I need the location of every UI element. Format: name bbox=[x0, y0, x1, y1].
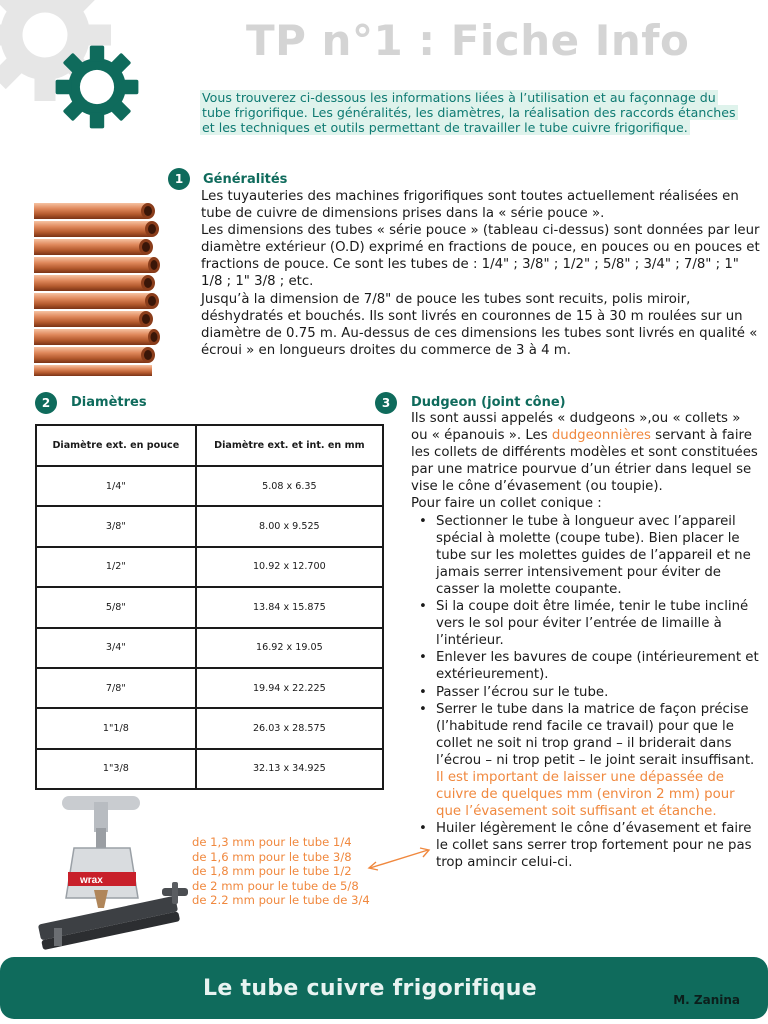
flare-size-item: de 2.2 mm pour le tube de 3/4 bbox=[192, 893, 370, 907]
double-arrow-icon bbox=[366, 845, 432, 873]
section-3-badge: 3 bbox=[375, 392, 397, 414]
table-cell: 1"1/8 bbox=[36, 708, 196, 748]
footer-banner bbox=[0, 957, 768, 1019]
table-row bbox=[36, 749, 383, 789]
table-cell: 16.92 x 19.05 bbox=[196, 628, 383, 668]
column-header: Diamètre ext. et int. en mm bbox=[196, 425, 383, 466]
table-cell: 1/4" bbox=[36, 466, 196, 506]
generalites-paragraph: Jusqu’à la dimension de 7/8" de pouce les tubes sont recuits, polis miroir, déshydratés et bouchés. Ils sont livrés en couronnes de 15 à 30 m roulées sur un diamètre de 0.75 m. Au-dessus de ces dimensions les tubes sont livrés en qualité « écroui » en longueurs droites du commerce de 3 à 4 m. bbox=[201, 291, 758, 358]
generalites-paragraph: Les dimensions des tubes « série pouce » (tableau ci-dessus) sont données par leur diamètre extérieur (O.D) exprimé en fractions de pouce, en pouces ou en pouces et fractions de pouce. Ce sont les tubes de : 1/4" ; 3/8" ; 1/2" ; 5/8" ; 3/4" ; 7/8" ; 1" 1/8 ; 1" 3/8 ; etc. bbox=[201, 223, 760, 290]
intro-text: Vous trouverez ci-dessous les informations liées à l’utilisation et au façonnage du tube frigorifique. Les généralités, les diamètres, la réalisation des raccords étanches et les techniques et outils permettant de travailler le tube cuivre frigorifique. bbox=[202, 90, 736, 136]
table-row bbox=[36, 466, 383, 506]
list-item: • Huiler légèrement le cône d’évasement et faire le collet sans serrer trop fortement pour ne pas trop amincir celui-ci. bbox=[411, 820, 761, 871]
table-header-row bbox=[36, 425, 383, 466]
flare-size-item: de 1,3 mm pour le tube 1/4 bbox=[192, 835, 352, 849]
table-cell: 3/8" bbox=[36, 506, 196, 546]
table-cell: 5/8" bbox=[36, 587, 196, 627]
table-cell: 32.13 x 34.925 bbox=[196, 749, 383, 789]
table-row bbox=[36, 547, 383, 587]
column-header: Diamètre ext. en pouce bbox=[36, 425, 196, 466]
flare-sizes-list bbox=[192, 835, 370, 908]
table-cell: 8.00 x 9.525 bbox=[196, 506, 383, 546]
section-dudgeon-title: Dudgeon (joint cône) bbox=[411, 395, 566, 410]
table-cell: 19.94 x 22.225 bbox=[196, 668, 383, 708]
table-cell: 1"3/8 bbox=[36, 749, 196, 789]
table-cell: 26.03 x 28.575 bbox=[196, 708, 383, 748]
dudgeon-text bbox=[411, 410, 761, 872]
section-2-badge: 2 bbox=[35, 392, 57, 414]
diameters-table bbox=[35, 424, 384, 790]
page-title: TP n°1 : Fiche Info bbox=[246, 16, 690, 65]
flare-size-item: de 1,6 mm pour le tube 3/8 bbox=[192, 849, 352, 864]
list-item: • Passer l’écrou sur le tube. bbox=[411, 684, 761, 701]
tool-brand-label: wrax bbox=[80, 875, 103, 886]
section-generalites-title: Généralités bbox=[203, 172, 288, 187]
table-cell: 13.84 x 15.875 bbox=[196, 587, 383, 627]
flare-size-item: de 2 mm pour le tube de 5/8 bbox=[192, 878, 359, 893]
flare-size-item: de 1,8 mm pour le tube 1/2 bbox=[192, 864, 352, 878]
important-note: Il est important de laisser une dépassée de cuivre de quelques mm (environ 2 mm) pour que l’évasement soit suffisant et étanche. bbox=[436, 769, 735, 820]
table-cell: 10.92 x 12.700 bbox=[196, 547, 383, 587]
footer-title: Le tube cuivre frigorifique bbox=[203, 976, 537, 1001]
steps-title: Pour faire un collet conique : bbox=[411, 496, 602, 512]
table-row bbox=[36, 587, 383, 627]
generalites-paragraph: Les tuyauteries des machines frigorifiques sont toutes actuellement réalisées en tube de cuivre de dimensions prises dans la « série pouce ». bbox=[201, 189, 739, 222]
table-cell: 5.08 x 6.35 bbox=[196, 466, 383, 506]
list-item: • Enlever les bavures de coupe (intérieurement et extérieurement). bbox=[411, 649, 761, 683]
section-diametres-title: Diamètres bbox=[71, 395, 147, 410]
table-row bbox=[36, 628, 383, 668]
list-item: • Sectionner le tube à longueur avec l’appareil spécial à molette (coupe tube). Bien placer le tube sur les molettes guides de l’appareil et ne jamais serrer intensivement pour éviter de casser la molette coupante. bbox=[411, 513, 761, 598]
copper-tubes-image bbox=[34, 199, 160, 376]
list-item: • Serrer le tube dans la matrice de façon précise (l’habitude rend facile ce travail) pour que le collet ne soit ni trop grand – il briderait dans l’écrou – ni trop petit – le joint serait insuffisant. Il est important de laisser une dépassée de cuivre de quelques mm (environ 2 mm) pour que l’évasement soit suffisant et étanche. bbox=[411, 701, 761, 821]
table-row bbox=[36, 708, 383, 748]
table-cell: 7/8" bbox=[36, 668, 196, 708]
footer-author: M. Zanina bbox=[673, 993, 740, 1007]
table-row bbox=[36, 668, 383, 708]
table-cell: 3/4" bbox=[36, 628, 196, 668]
dudgeon-intro: Ils sont aussi appelés « dudgeons »,ou « collets » ou « épanouis ». Les dudgeonnières servant à faire les collets de différents modèles et sont constituées par une matrice pourvue d’un étrier dans lequel se vise le cône d’évasement (ou toupie). bbox=[411, 411, 758, 495]
list-item: • Si la coupe doit être limée, tenir le tube incliné vers le sol pour éviter l’entrée de limaille à l’intérieur. bbox=[411, 598, 761, 649]
flaring-tool-image bbox=[34, 790, 192, 950]
generalites-text bbox=[201, 188, 761, 359]
table-cell: 1/2" bbox=[36, 547, 196, 587]
section-1-badge: 1 bbox=[168, 168, 190, 190]
steps-list bbox=[411, 513, 761, 872]
table-row bbox=[36, 506, 383, 546]
dudgeonnieres-term: dudgeonnières bbox=[551, 428, 651, 444]
gear-icon bbox=[52, 42, 142, 132]
